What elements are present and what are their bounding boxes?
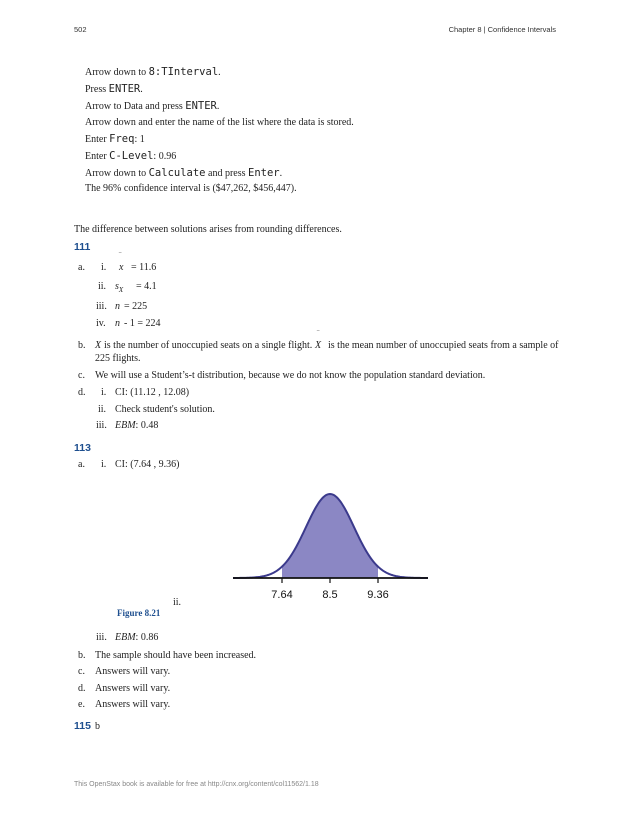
answer-text: We will use a Student’s-t distribution, because we do not know the population standard deviation.	[95, 370, 486, 381]
chapter-title: Chapter 8 | Confidence Intervals	[448, 25, 556, 34]
list-marker: ii.	[173, 597, 182, 608]
list-marker: e.	[78, 699, 85, 710]
list-marker: i.	[101, 262, 107, 273]
step-text: Enter	[85, 134, 110, 145]
std-dev-subscript: X	[118, 286, 124, 294]
answer-text: The sample should have been increased.	[95, 650, 257, 661]
step-3	[85, 100, 219, 113]
step-5	[85, 133, 145, 146]
ebm-value: : 0.48	[135, 420, 159, 431]
step-text: .	[140, 84, 143, 95]
calculator-key: ENTER	[185, 100, 217, 112]
list-marker: d.	[78, 387, 86, 398]
ebm-symbol: EBM	[115, 632, 136, 643]
problem-111-number: 111	[74, 241, 91, 253]
list-marker: iv.	[96, 318, 106, 329]
list-marker: i.	[101, 459, 107, 470]
step-text: Enter	[85, 151, 110, 162]
step-text: Press	[85, 84, 109, 95]
confidence-interval: CI: (11.12 , 12.08)	[115, 387, 190, 398]
answer-text: Answers will vary.	[95, 666, 171, 677]
difference-text: The difference between solutions arises from rounding differences.	[74, 224, 342, 235]
sample-mean-symbol: X	[315, 340, 322, 351]
ebm-value: : 0.86	[135, 632, 159, 643]
list-marker: iii.	[96, 632, 107, 643]
answer-text: is the mean number of unoccupied seats from a sample of	[328, 340, 559, 351]
step-text: .	[279, 168, 283, 179]
calculator-key: ENTER	[108, 83, 141, 95]
bar-mark: ‾	[119, 252, 122, 260]
list-marker: c.	[78, 370, 85, 381]
page-number: 502	[74, 25, 87, 34]
list-marker: c.	[78, 666, 85, 677]
answer-text: Answers will vary.	[95, 699, 171, 710]
list-marker: b.	[78, 340, 86, 351]
ebm-answer	[115, 632, 158, 644]
sample-size-value: = 225	[124, 301, 148, 312]
calculator-key: 8:TInterval	[148, 66, 219, 78]
step-text: : 1	[134, 134, 145, 145]
answer-text: Check student's solution.	[115, 404, 215, 415]
step-7	[85, 167, 282, 180]
figure-caption: Figure 8.21	[117, 608, 161, 618]
answer-text: is the number of unoccupied seats on a single flight.	[104, 340, 313, 351]
sample-mean-symbol: x	[119, 262, 124, 273]
df-symbol: n	[115, 318, 120, 329]
list-marker: d.	[78, 683, 86, 694]
answer-text-continued: 225 flights.	[95, 353, 141, 364]
step-text: .	[218, 67, 221, 78]
calculator-key: Freq	[109, 133, 135, 145]
step-text: and press	[205, 168, 249, 179]
answer-text: Answers will vary.	[95, 683, 171, 694]
step-text: Arrow down to	[85, 67, 149, 78]
std-dev-value: = 4.1	[136, 281, 157, 292]
tick-label-upper: 9.36	[367, 589, 389, 601]
step-8: The 96% confidence interval is ($47,262, $456,447).	[85, 183, 297, 194]
list-marker: ii.	[98, 281, 107, 292]
list-marker: a.	[78, 459, 85, 470]
step-4: Arrow down and enter the name of the list where the data is stored.	[85, 117, 354, 128]
calculator-key: Enter	[248, 167, 280, 179]
list-marker: a.	[78, 262, 85, 273]
footer-text: This OpenStax book is available for free at http://cnx.org/content/col11562/1.18	[74, 781, 319, 788]
tick-label-lower: 7.64	[271, 589, 293, 601]
step-1	[85, 66, 221, 79]
list-marker: iii.	[96, 420, 107, 431]
confidence-region	[282, 494, 378, 578]
sample-mean-value: = 11.6	[131, 262, 157, 273]
step-2	[85, 83, 143, 96]
ebm-symbol: EBM	[115, 420, 136, 431]
calculator-key: Calculate	[148, 167, 206, 179]
list-marker: iii.	[96, 301, 107, 312]
step-text: : 0.96	[153, 151, 177, 162]
std-dev-letter: s	[115, 281, 119, 292]
ebm-answer	[115, 420, 158, 432]
step-6	[85, 150, 176, 163]
list-marker: b.	[78, 650, 86, 661]
step-text: Arrow down to	[85, 168, 149, 179]
problem-115-number: 115	[74, 720, 91, 732]
step-text: Arrow to Data and press	[85, 101, 186, 112]
random-variable-symbol: X	[95, 340, 102, 351]
df-value: - 1 = 224	[124, 318, 161, 329]
bar-mark: ‾	[317, 330, 320, 338]
tick-label-mean: 8.5	[322, 589, 338, 601]
problem-113-number: 113	[74, 442, 91, 454]
confidence-interval: CI: (7.64 , 9.36)	[115, 459, 180, 470]
normal-curve-figure	[230, 488, 440, 608]
calculator-key: C-Level	[109, 150, 154, 162]
sample-size-symbol: n	[115, 301, 120, 312]
list-marker: i.	[101, 387, 107, 398]
list-marker: ii.	[98, 404, 107, 415]
step-text: .	[216, 101, 220, 112]
answer-text: b	[95, 721, 100, 732]
std-dev-symbol	[115, 281, 123, 296]
